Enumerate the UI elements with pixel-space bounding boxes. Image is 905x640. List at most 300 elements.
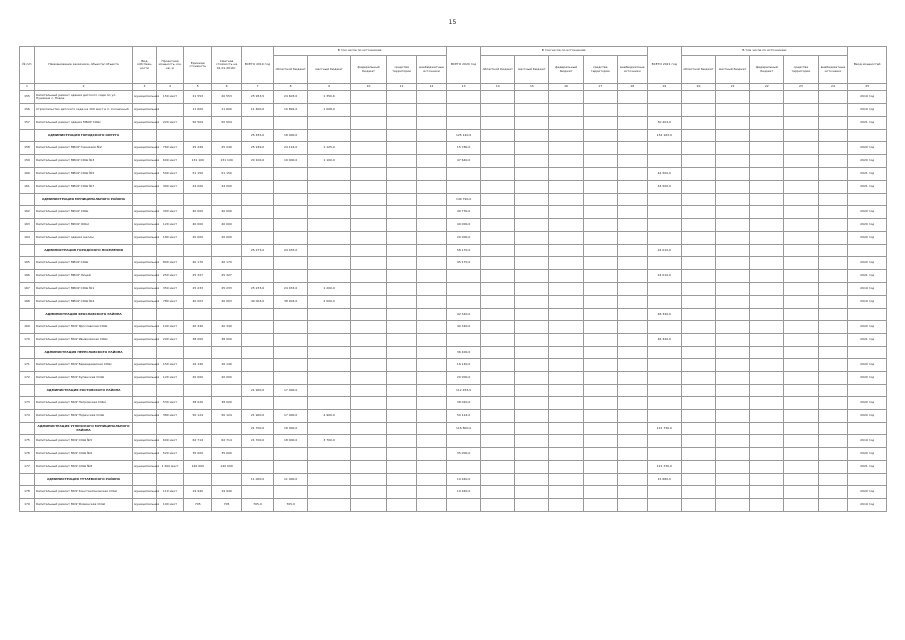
empty-cell [818,104,848,117]
commissioning-year: 2021 год [848,461,887,474]
column-number: 10 [350,84,386,91]
empty-cell [350,283,386,296]
group-name: АДМИНИСТРАЦИЯ МУНИЦИПАЛЬНОГО РАЙОНА [34,194,132,206]
empty-cell [417,385,447,397]
empty-cell [617,117,647,130]
header-local: местный бюджет [716,56,750,84]
total-2021: 24 010,0 [647,245,681,257]
total-2019: 40 003,0 [242,296,274,309]
header-group-2019: В том числе по источникам: [274,47,447,56]
total-2019 [242,372,274,385]
regional-2019 [274,359,308,372]
commissioning-year: 2020 год [848,397,887,410]
empty-cell [417,181,447,194]
row-number: 156 [20,104,35,117]
empty-cell [617,219,647,232]
table-row [20,321,887,334]
table-row [20,142,887,155]
table-row [20,499,887,512]
regional-2019 [274,372,308,385]
estimated-cost: 11 600 [212,104,242,117]
empty-cell [549,347,583,359]
unit-cost: 20 000 [184,372,212,385]
capacity: 300 мест [156,206,184,219]
empty-cell [617,435,647,448]
column-number: 23 [784,84,818,91]
column-number: 6 [212,84,242,91]
total-2021 [647,257,681,270]
total-2020: 20 000,0 [447,232,481,245]
header-cost: Сметная стоимость на 01.01.2016г. [212,47,242,84]
empty-cell [617,448,647,461]
empty-cell [350,321,386,334]
empty-cell [308,309,351,321]
commissioning-year: 2021 год [848,270,887,283]
empty-cell [515,104,549,117]
total-2021: 15 680,0 [647,474,681,486]
total-2021 [647,142,681,155]
empty-cell [848,130,887,142]
empty-cell [750,257,784,270]
total-2020 [447,283,481,296]
empty-cell [617,499,647,512]
total-2020: 125 140,0 [447,130,481,142]
empty-cell [156,347,184,359]
local-2019: 3 700,0 [308,435,351,448]
empty-cell [515,283,549,296]
capacity: 380 мест [156,410,184,423]
estimated-cost: 44 000 [212,181,242,194]
empty-cell [716,155,750,168]
empty-cell [184,474,212,486]
empty-cell [848,309,887,321]
total-2020: 45 170,0 [447,257,481,270]
empty-cell [387,309,417,321]
empty-cell [481,168,515,181]
regional-2019 [274,206,308,219]
group-row [20,423,887,435]
object-name: Капитальный ремонт МОУ СОШ №5 [34,435,132,448]
empty-cell [549,194,583,206]
empty-cell [617,155,647,168]
regional-2019 [274,309,308,321]
empty-cell [481,461,515,474]
header-regional: областной бюджет [274,56,308,84]
empty-cell [818,461,848,474]
empty-cell [549,486,583,499]
empty-cell [583,257,617,270]
empty-cell [716,142,750,155]
regional-2019 [274,181,308,194]
group-row [20,245,887,257]
empty-cell [784,435,818,448]
header-name: Наименование заказчика, объекта/ объекта [34,47,132,84]
empty-cell [549,474,583,486]
empty-cell [784,385,818,397]
empty-cell [716,309,750,321]
unit-cost: 40 000 [184,206,212,219]
empty-cell [481,410,515,423]
empty-cell [617,168,647,181]
object-name: Капитальный ремонт МОУ Ярославская СОШ [34,321,132,334]
empty-cell [515,321,549,334]
unit-cost: 40 003 [184,296,212,309]
empty-cell [387,155,417,168]
empty-cell [212,194,242,206]
total-2020: 20 000,0 [447,372,481,385]
row-number: 158 [20,142,35,155]
empty-cell [784,245,818,257]
total-2019 [242,334,274,347]
column-number: 15 [515,84,549,91]
empty-cell [515,486,549,499]
total-2019 [242,309,274,321]
empty-cell [549,283,583,296]
empty-cell [417,232,447,245]
empty-cell [549,91,583,104]
row-number: 174 [20,410,35,423]
empty-cell [417,372,447,385]
unit-cost: 51 150 [184,168,212,181]
commissioning-year: 2019 год [848,499,887,512]
header-federal: федеральный бюджет [750,56,784,84]
empty-cell [716,245,750,257]
empty-cell [818,321,848,334]
local-2019: 1 125,0 [308,142,351,155]
empty-cell [583,91,617,104]
empty-cell [481,385,515,397]
total-2021 [647,91,681,104]
empty-cell [515,245,549,257]
empty-cell [583,142,617,155]
total-2021: 152 163,0 [647,130,681,142]
column-number: 25 [848,84,887,91]
row-number: 170 [20,334,35,347]
empty-cell [549,397,583,410]
empty-cell [784,296,818,309]
empty-cell [681,461,715,474]
empty-cell [350,270,386,283]
empty-cell [133,245,156,257]
header-ready: Ввод мощностей [848,47,887,84]
empty-cell [818,219,848,232]
total-2021: 46 340,0 [647,309,681,321]
estimated-cost: 50 124 [212,410,242,423]
empty-cell [387,168,417,181]
total-2020: 19 940,0 [447,474,481,486]
total-2021 [647,283,681,296]
object-name: Капитальный ремонт МБОУ СОШ №3 [34,155,132,168]
column-numbers-row [20,84,887,91]
header-no: № п/п [20,47,35,84]
total-2019 [242,219,274,232]
empty-cell [212,385,242,397]
table-row [20,206,887,219]
empty-cell [549,309,583,321]
table-row [20,232,887,245]
empty-cell [583,486,617,499]
empty-cell [681,270,715,283]
total-2021 [647,499,681,512]
ownership-type: муниципальная [133,168,156,181]
total-2019: 25 273,0 [242,245,274,257]
empty-cell [417,499,447,512]
empty-cell [184,309,212,321]
empty-cell [583,334,617,347]
empty-cell [716,372,750,385]
empty-cell [515,130,549,142]
object-name: Капитальный ремонт здания школы [34,232,132,245]
empty-cell [549,270,583,283]
empty-cell [716,321,750,334]
empty-cell [417,486,447,499]
ownership-type: муниципальная [133,397,156,410]
empty-cell [481,283,515,296]
total-2020 [447,435,481,448]
total-2020: 35 000,0 [447,448,481,461]
total-2020: 140 790,0 [447,194,481,206]
estimated-cost: 131 100 [212,155,242,168]
empty-cell [350,181,386,194]
empty-cell [848,194,887,206]
regional-2019 [274,461,308,474]
empty-cell [350,397,386,410]
total-2020 [447,461,481,474]
empty-cell [784,372,818,385]
table-row [20,168,887,181]
empty-cell [750,435,784,448]
header-total-2019: ВСЕГО 2019 год [242,47,274,84]
empty-cell [549,232,583,245]
empty-cell [681,206,715,219]
total-2020: 112 455,0 [447,385,481,397]
regional-2019: 38 003,0 [274,296,308,309]
ownership-type: муниципальная [133,91,156,104]
empty-cell [750,486,784,499]
empty-cell [750,219,784,232]
empty-cell [308,347,351,359]
empty-cell [750,397,784,410]
unit-cost: 11 600 [184,104,212,117]
total-2019 [242,181,274,194]
unit-cost: 140 000 [184,461,212,474]
empty-cell [583,359,617,372]
empty-cell [481,181,515,194]
total-2019 [242,117,274,130]
row-number: 163 [20,219,35,232]
empty-cell [350,347,386,359]
estimated-cost: 35 000 [212,448,242,461]
estimated-cost: 62 714 [212,435,242,448]
empty-cell [681,257,715,270]
empty-cell [750,296,784,309]
empty-cell [350,499,386,512]
group-row [20,309,887,321]
empty-cell [184,385,212,397]
regional-2019: 11 000,0 [274,474,308,486]
row-number: 166 [20,270,35,283]
commissioning-year: 2020 год [848,232,887,245]
empty-cell [417,168,447,181]
header-local: местный бюджет [515,56,549,84]
empty-cell [417,410,447,423]
unit-cost: 19 940 [184,486,212,499]
empty-cell [716,499,750,512]
empty-cell [750,410,784,423]
local-2019 [308,499,351,512]
commissioning-year: 2020 год [848,257,887,270]
estimated-cost: 40 000 [212,206,242,219]
row-number: 179 [20,499,35,512]
empty-cell [387,104,417,117]
regional-2019 [274,219,308,232]
object-name: Капитальный ремонт здания детского сада по ул. Пушкина с. Новое [34,91,132,104]
object-name: Капитальный ремонт МБОУ СОШ №1 [34,283,132,296]
group-name: АДМИНИСТРАЦИЯ ПЕРЕСЛАВСКОГО РАЙОНА [34,347,132,359]
empty-cell [583,104,617,117]
empty-cell [184,347,212,359]
empty-cell [515,474,549,486]
group-name: АДМИНИСТРАЦИЯ РОСТОВСКОГО РАЙОНА [34,385,132,397]
ownership-type: муниципальная [133,499,156,512]
header-other: внебюджетные источники [818,56,848,84]
empty-cell [818,499,848,512]
empty-cell [350,194,386,206]
empty-cell [818,155,848,168]
header-total-2020: ВСЕГО 2020 год [447,47,481,84]
capacity: 350 мест [156,283,184,296]
total-2021 [647,486,681,499]
column-number: 16 [549,84,583,91]
total-2019 [242,232,274,245]
regional-2019 [274,257,308,270]
empty-cell [387,181,417,194]
commissioning-year: 2019 год [848,296,887,309]
group-name: АДМИНИСТРАЦИЯ ГОРОДСКОГО ОКРУГА [34,130,132,142]
empty-cell [350,309,386,321]
row-number [20,347,35,359]
total-2020 [447,499,481,512]
empty-cell [350,245,386,257]
empty-cell [681,410,715,423]
empty-cell [417,321,447,334]
group-row [20,347,887,359]
empty-cell [481,334,515,347]
header-unit: Единица стоимость [184,47,212,84]
empty-cell [387,435,417,448]
empty-cell [750,232,784,245]
empty-cell [549,130,583,142]
total-2021 [647,347,681,359]
row-number [20,245,35,257]
column-number: 11 [387,84,417,91]
empty-cell [417,397,447,410]
empty-cell [481,206,515,219]
estimated-cost: 38 020 [212,397,242,410]
empty-cell [583,181,617,194]
empty-cell [750,91,784,104]
empty-cell [133,194,156,206]
total-2021 [647,296,681,309]
empty-cell [750,461,784,474]
capacity: 180 мест [156,232,184,245]
empty-cell [387,194,417,206]
row-number [20,130,35,142]
empty-cell [681,321,715,334]
capacity: 150 мест [156,359,184,372]
commissioning-year: 2021 год [848,181,887,194]
empty-cell [417,219,447,232]
object-name: Капитальный ремонт МОУ Купанская СОШ [34,372,132,385]
row-number: 164 [20,232,35,245]
empty-cell [549,499,583,512]
empty-cell [784,410,818,423]
total-2019: 11 600,0 [242,104,274,117]
empty-cell [549,423,583,435]
local-2019 [308,206,351,219]
regional-2019: 18 000,0 [274,423,308,435]
unit-cost: 44 000 [184,181,212,194]
empty-cell [784,309,818,321]
capacity: 120 мест [156,372,184,385]
empty-cell [750,423,784,435]
commissioning-year: 2020 год [848,155,887,168]
empty-cell [387,321,417,334]
empty-cell [350,372,386,385]
empty-cell [515,385,549,397]
local-2019: 1 100,0 [308,155,351,168]
empty-cell [387,397,417,410]
empty-cell [617,397,647,410]
empty-cell [387,219,417,232]
group-row [20,385,887,397]
empty-cell [417,283,447,296]
total-2019: 21 900,0 [242,410,274,423]
empty-cell [681,435,715,448]
empty-cell [818,309,848,321]
empty-cell [515,309,549,321]
empty-cell [617,410,647,423]
empty-cell [583,474,617,486]
total-2021 [647,155,681,168]
group-name: АДМИНИСТРАЦИЯ ТУТАЕВСКОГО РАЙОНА [34,474,132,486]
table-row [20,117,887,130]
capacity: 500 мест [156,168,184,181]
empty-cell [848,245,887,257]
empty-cell [681,245,715,257]
unit-cost: 40 340 [184,321,212,334]
total-2021 [647,359,681,372]
empty-cell [583,219,617,232]
row-number: 169 [20,321,35,334]
empty-cell [350,486,386,499]
empty-cell [156,245,184,257]
local-2019: 4 900,0 [308,410,351,423]
local-2019 [308,461,351,474]
empty-cell [784,155,818,168]
capacity: 760 мест [156,142,184,155]
object-name: Капитальный ремонт МБОУ Лицей [34,270,132,283]
total-2019 [242,206,274,219]
empty-cell [716,270,750,283]
empty-cell [818,270,848,283]
empty-cell [387,499,417,512]
empty-cell [750,142,784,155]
empty-cell [417,347,447,359]
total-2020 [447,270,481,283]
empty-cell [350,385,386,397]
total-2020: 40 340,0 [447,321,481,334]
